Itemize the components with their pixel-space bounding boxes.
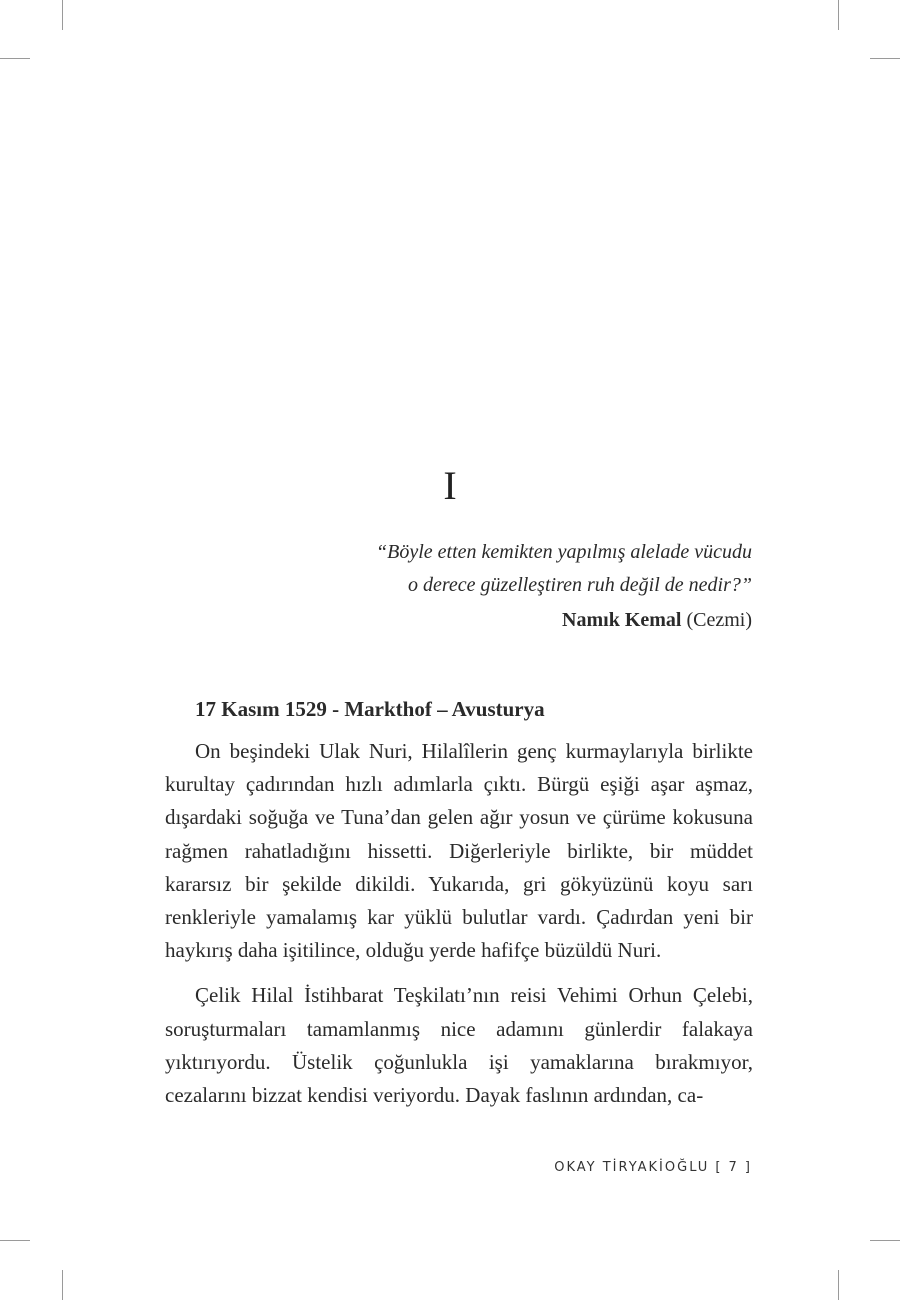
page-number: [ 7 ] bbox=[715, 1160, 752, 1175]
crop-mark-bottom-left bbox=[62, 1270, 63, 1300]
epigraph bbox=[300, 536, 752, 637]
crop-mark-top-left-h bbox=[0, 58, 30, 59]
crop-mark-bottom-right-h bbox=[870, 1240, 900, 1241]
crop-mark-top-right bbox=[838, 0, 839, 30]
crop-mark-top-left bbox=[62, 0, 63, 30]
paragraph: On beşindeki Ulak Nuri, Hilalîlerin genç kurmaylarıyla birlikte kurultay çadırından hızlı adımlarla çıktı. Bürgü eşiği aşar aşmaz, dışardaki soğuğa ve Tuna’dan gelen ağır yosun ve çürüme kokusuna rağmen rahatladığını hissetti. Diğerleriyle birlikte, bir müddet kararsız bir şekilde dikildi. Yukarıda, gri gökyüzünü koyu sarı renkleriyle yamalamış kar yüklü bulutlar vardı. Çadırdan yeni bir haykırış daha işitilince, olduğu yerde hafifçe büzüldü Nuri. bbox=[165, 739, 753, 963]
body-text bbox=[165, 735, 753, 1124]
section-heading: 17 Kasım 1529 - Markthof – Avusturya bbox=[195, 697, 545, 721]
chapter-number: I bbox=[443, 463, 457, 508]
epigraph-author: Namık Kemal bbox=[562, 609, 682, 631]
epigraph-quote-line-2: o derece güzelleştiren ruh değil de nedir?” bbox=[407, 574, 752, 596]
epigraph-attribution bbox=[300, 604, 752, 637]
footer-author: OKAY TİRYAKİOĞLU bbox=[554, 1160, 710, 1175]
epigraph-quote-line-1: “Böyle etten kemikten yapılmış alelade vücudu bbox=[376, 541, 752, 563]
crop-mark-top-right-h bbox=[870, 58, 900, 59]
paragraph: Çelik Hilal İstihbarat Teşkilatı’nın reisi Vehimi Orhun Çelebi, soruşturmaları tamamlanmış nice adamını günlerdir falakaya yıktırıyordu. Üstelik çoğunlukla işi yamaklarına bırakmıyor, cezalarını bizzat kendisi veriyordu. Dayak faslının ardından, ca- bbox=[165, 983, 753, 1108]
crop-mark-bottom-right bbox=[838, 1270, 839, 1300]
epigraph-source: (Cezmi) bbox=[686, 609, 752, 631]
running-footer bbox=[554, 1160, 752, 1175]
crop-mark-bottom-left-h bbox=[0, 1240, 30, 1241]
